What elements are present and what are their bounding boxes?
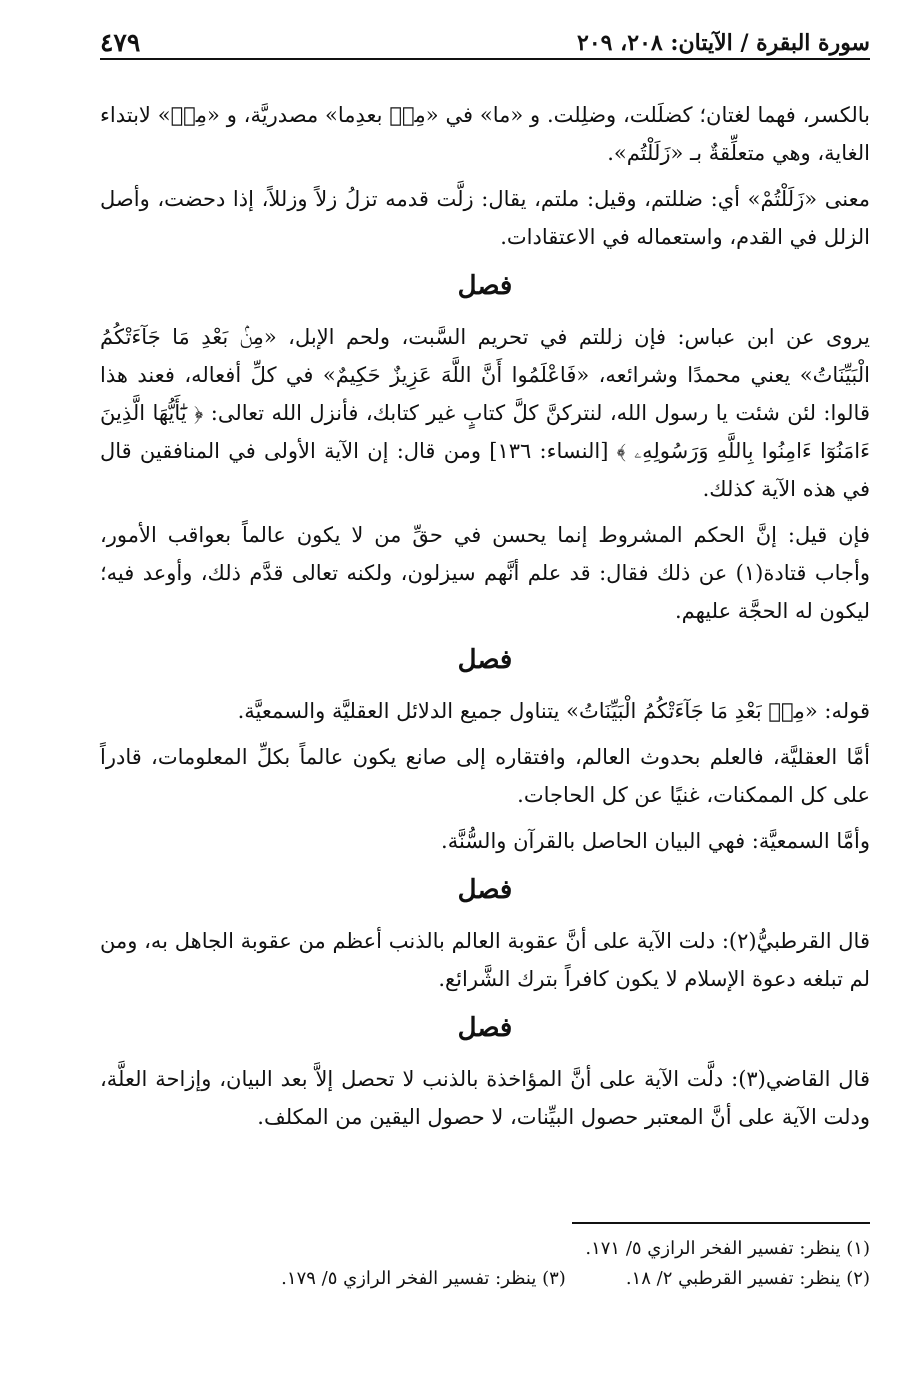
section-title-4: فصل: [457, 1013, 513, 1043]
paragraph-4: فإن قيل: إنَّ الحكم المشروط إنما يحسن في حقِّ من لا يكون عالماً بعواقب الأمور، وأجاب قتادة(١) عن ذلك فقال: قد علم أنَّهم سيزلون، ولكنه تعالى قدَّم ذلك، وأوعد فيه؛ ليكون له الحجَّة عليهم.: [100, 523, 870, 623]
section-title-3: فصل: [457, 875, 513, 905]
paragraph-6: أمَّا العقليَّة، فالعلم بحدوث العالم، وافتقاره إلى صانع يكون عالماً بكلِّ المعلومات، قادراً على كل الممكنات، غنيًا عن كل الحاجات.: [100, 745, 870, 807]
paragraph-8: قال القرطبيُّ(٢): دلت الآية على أنَّ عقوبة العالم بالذنب أعظم من عقوبة الجاهل به، ومن لم تبلغه دعوة الإسلام لا يكون كافراً بترك الشَّرائع.: [100, 929, 870, 991]
page-header: [100, 26, 870, 60]
footnote-row-1: [100, 1234, 870, 1264]
main-text: [100, 96, 870, 1144]
footnote-2: (٢) ينظر: تفسير القرطبي ٢/ ١٨.: [625, 1268, 870, 1289]
paragraph-3: يروى عن ابن عباس: فإن زللتم في تحريم السَّبت، ولحم الإبل، «مِنۢ بَعْدِ مَا جَآءَتْكُمُ الْبَيِّنَاتُ» يعني محمدًا وشرائعه، «فَاعْلَمُوا أَنَّ اللَّهَ عَزِيزٌ حَكِيمٌ» في كلِّ أفعاله، فعند هذا قالوا: لئن شئت يا رسول الله، لنتركنَّ كلَّ كتابٍ غير كتابك، فأنزل الله تعالى: ﴿ يَٰٓأَيُّهَا الَّذِينَ ءَامَنُوٓا ءَامِنُوا بِاللَّهِ وَرَسُولِهِۦ ﴾ [النساء: ١٣٦] ومن قال: إن الآية الأولى في المنافقين قال في هذه الآية كذلك.: [100, 325, 870, 501]
footnote-3: (٣) ينظر: تفسير الفخر الرازي ٥/ ١٧٩.: [281, 1268, 566, 1289]
footnotes: [100, 1234, 870, 1294]
footnote-row-2: [100, 1264, 870, 1294]
page-number: ٤٧٩: [100, 28, 146, 57]
footnote-1: (١) ينظر: تفسير الفخر الرازي ٥/ ١٧١.: [585, 1238, 870, 1259]
paragraph-5: قوله: «مِنۢ بَعْدِ مَا جَآءَتْكُمُ الْبَيِّنَاتُ» يتناول جميع الدلائل العقليَّة والسمعيَّة.: [237, 699, 870, 723]
footnote-divider: [572, 1222, 870, 1224]
section-title-2: فصل: [457, 645, 513, 675]
paragraph-1: بالكسر، فهما لغتان؛ كضلَلت، وضلِلت. و «ما» في «مِنۢ بعدِما» مصدريَّة، و «مِنۢ» لابتداء الغاية، وهي متعلِّقةٌ بـ «زَلَلْتُم».: [100, 103, 870, 165]
section-title-1: فصل: [457, 271, 513, 301]
paragraph-2: معنى «زَلَلْتُمْ» أي: ضللتم، وقيل: ملتم، يقال: زلَّت قدمه تزلُ زلاً وزللاً، إذا دحضت، وأصل الزلل في القدم، واستعماله في الاعتقادات.: [100, 187, 870, 249]
paragraph-9: قال القاضي(٣): دلَّت الآية على أنَّ المؤاخذة بالذنب لا تحصل إلاَّ بعد البيان، وإزاحة العلَّة، ودلت الآية على أنَّ المعتبر حصول البيِّنات، لا حصول اليقين من المكلف.: [100, 1067, 870, 1129]
running-title: سورة البقرة / الآيتان: ٢٠٨، ٢٠٩: [571, 30, 870, 56]
paragraph-7: وأمَّا السمعيَّة: فهي البيان الحاصل بالقرآن والسُّنَّة.: [441, 829, 870, 853]
